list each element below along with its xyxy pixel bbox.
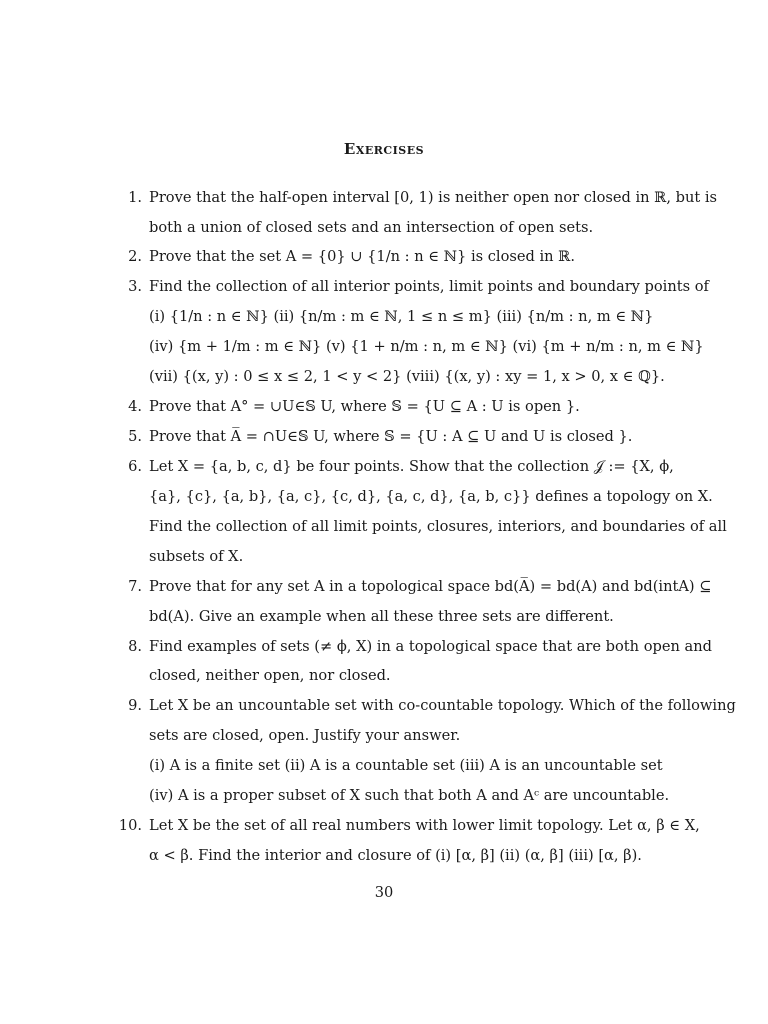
exercise-text-line: Prove that the half-open interval [0, 1) is neither open nor closed in ℝ, but is — [149, 189, 718, 206]
exercise-number: 5. — [128, 428, 142, 445]
exercise-text-line: Find examples of sets (≠ ϕ, X) in a topological space that are both open and — [149, 638, 712, 655]
exercise-number: 6. — [128, 458, 142, 475]
exercise-text-line: Find the collection of all limit points, closures, interiors, and boundaries of all — [149, 518, 727, 535]
exercise-number: 3. — [128, 278, 142, 295]
exercise-text-line: sets are closed, open. Justify your answer. — [149, 727, 461, 744]
exercise-text-line: Let X be an uncountable set with co-countable topology. Which of the following — [149, 697, 736, 714]
exercise-number: 9. — [128, 697, 142, 714]
exercise-text-line: closed, neither open, nor closed. — [149, 667, 391, 684]
exercise-number: 1. — [128, 189, 142, 206]
exercise-text-line: Prove that A̅ = ∩U∈𝕊 U, where 𝕊 = {U : A ⊆ U and U is closed }. — [149, 428, 633, 445]
exercise-text-line: bd(A). Give an example when all these three sets are different. — [149, 608, 614, 625]
exercise-number: 7. — [128, 578, 142, 595]
exercise-number: 10. — [118, 817, 142, 834]
exercise-number: 2. — [128, 248, 142, 265]
exercise-text-line: (iv) A is a proper subset of X such that both A and Aᶜ are uncountable. — [149, 787, 670, 804]
exercise-text-line: (vii) {(x, y) : 0 ≤ x ≤ 2, 1 < y < 2} (viii) {(x, y) : xy = 1, x > 0, x ∈ ℚ}. — [149, 368, 665, 385]
exercise-text-line: α < β. Find the interior and closure of (i) [α, β] (ii) (α, β] (iii) [α, β). — [149, 847, 642, 864]
exercise-text-line: (i) {1/n : n ∈ ℕ} (ii) {n/m : m ∈ ℕ, 1 ≤ n ≤ m} (iii) {n/m : n, m ∈ ℕ} — [149, 308, 654, 325]
exercise-text-line: {a}, {c}, {a, b}, {a, c}, {c, d}, {a, c, d}, {a, b, c}} defines a topology on X. — [149, 488, 713, 505]
exercise-text-line: Prove that the set A = {0} ∪ {1/n : n ∈ ℕ} is closed in ℝ. — [149, 248, 575, 265]
exercise-number: 8. — [128, 638, 142, 655]
page-title: Exercises — [343, 140, 425, 158]
exercise-text-line: Let X = {a, b, c, d} be four points. Show that the collection 𝒥 := {X, ϕ, — [149, 458, 674, 475]
exercise-text-line: Let X be the set of all real numbers with lower limit topology. Let α, β ∈ X, — [149, 817, 700, 834]
exercise-text-line: Find the collection of all interior points, limit points and boundary points of — [149, 278, 709, 295]
page-number: 30 — [374, 884, 394, 901]
exercise-text-line: both a union of closed sets and an intersection of open sets. — [149, 219, 594, 236]
exercise-text-line: subsets of X. — [149, 548, 244, 565]
exercise-number: 4. — [128, 398, 142, 415]
exercise-text-line: Prove that for any set A in a topological space bd(A̅) = bd(A) and bd(intA) ⊆ — [149, 578, 712, 595]
exercise-text-line: (i) A is a finite set (ii) A is a countable set (iii) A is an uncountable set — [149, 757, 663, 774]
exercise-text-line: (iv) {m + 1/m : m ∈ ℕ} (v) {1 + n/m : n, m ∈ ℕ} (vi) {m + n/m : n, m ∈ ℕ} — [149, 338, 704, 355]
exercise-text-line: Prove that A° = ∪U∈𝕊 U, where 𝕊 = {U ⊆ A : U is open }. — [149, 398, 580, 415]
